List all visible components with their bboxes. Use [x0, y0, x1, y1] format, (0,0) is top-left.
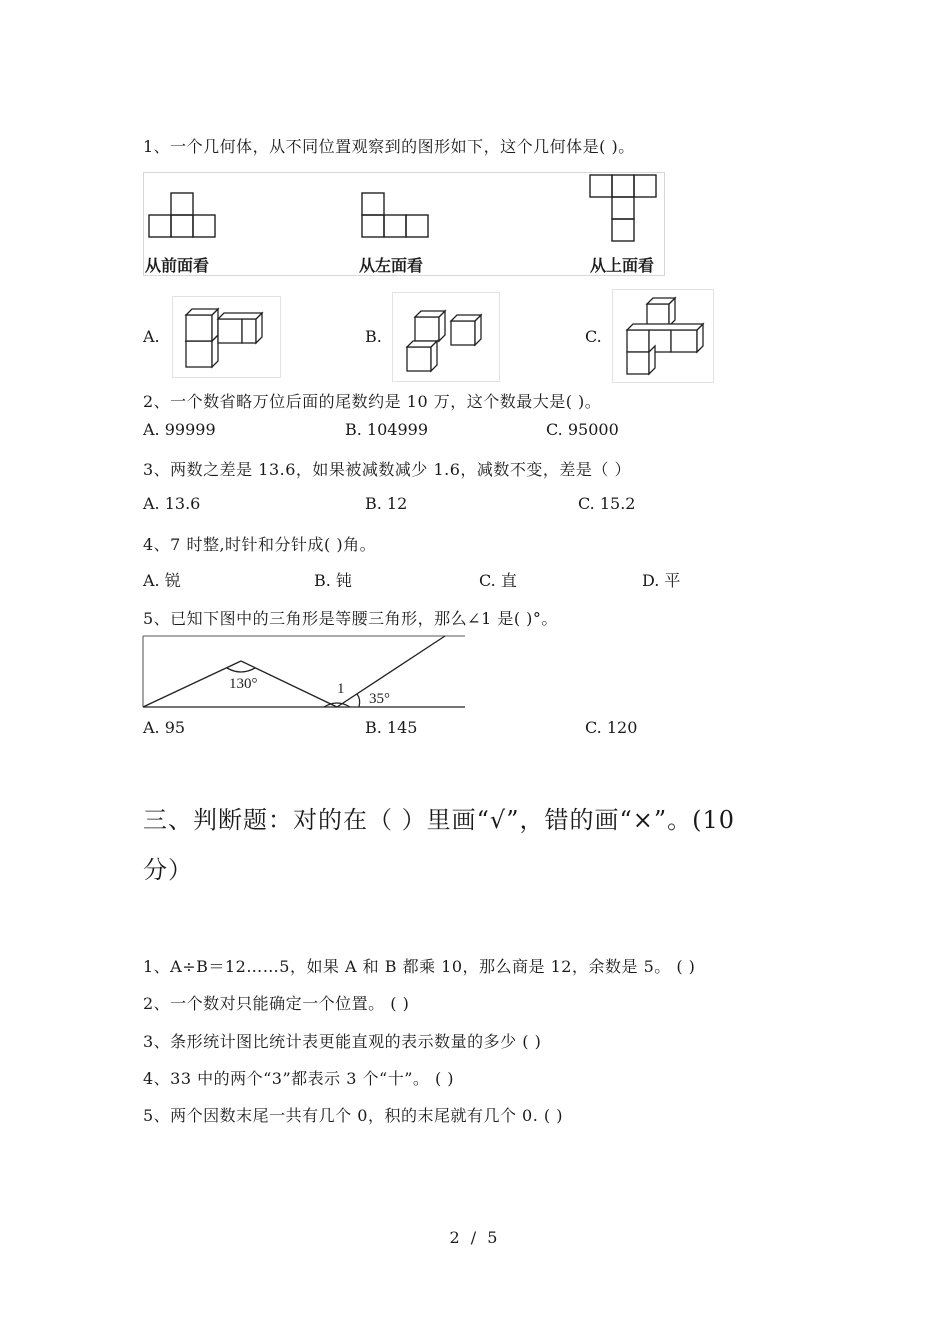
q1-option-b[interactable]: B. [365, 327, 382, 346]
q1-option-a-figure [172, 296, 281, 378]
view-label-front: 从前面看 [145, 256, 210, 275]
triangle-angle-drawing [143, 634, 467, 710]
section-3-heading-line-2: 分） [143, 856, 193, 884]
view-label-top: 从上面看 [590, 256, 655, 275]
view-label-left: 从左面看 [359, 256, 424, 275]
question-4-text: 4、7 时整,时针和分针成( )角。 [143, 535, 377, 554]
q4-option-c[interactable]: C. 直 [479, 571, 517, 590]
q1-option-a[interactable]: A. [143, 327, 160, 346]
q2-option-a[interactable]: A. 99999 [143, 420, 216, 439]
page-number: 2 / 5 [449, 1228, 501, 1247]
q3-option-a[interactable]: A. 13.6 [143, 494, 201, 513]
q4-option-b[interactable]: B. 钝 [314, 571, 352, 590]
angle-label-35: 35° [369, 691, 390, 707]
question-5-text: 5、已知下图中的三角形是等腰三角形，那么∠1 是( )°。 [143, 609, 558, 628]
q5-option-b[interactable]: B. 145 [365, 718, 418, 737]
q5-option-a[interactable]: A. 95 [143, 718, 186, 737]
q3-option-b[interactable]: B. 12 [365, 494, 408, 513]
q1-option-b-figure [392, 292, 500, 382]
q1-option-c-figure [612, 289, 714, 383]
q4-option-a[interactable]: A. 锐 [143, 571, 181, 590]
angle-label-130: 130° [229, 676, 258, 692]
cube-stack-b-drawing [393, 293, 499, 381]
cube-stack-a-drawing [173, 297, 280, 377]
angle-label-1: 1 [337, 681, 345, 697]
three-views-figure [143, 172, 665, 276]
question-3-text: 3、两数之差是 13.6，如果被减数减少 1.6，减数不变，差是（ ） [143, 460, 632, 479]
section-3-heading-line-1: 三、判断题：对的在（ ）里画“√”，错的画“×”。(10 [143, 806, 736, 834]
q4-option-d[interactable]: D. 平 [642, 571, 681, 590]
judge-item-1: 1、A÷B＝12……5，如果 A 和 B 都乘 10，那么商是 12，余数是 5。 ( ) [143, 957, 696, 976]
judge-item-4: 4、33 中的两个“3”都表示 3 个“十”。 ( ) [143, 1069, 455, 1088]
q2-option-c[interactable]: C. 95000 [546, 420, 619, 439]
isosceles-triangle-figure [143, 634, 467, 710]
question-1-text: 1、一个几何体，从不同位置观察到的图形如下，这个几何体是( )。 [143, 137, 635, 156]
judge-item-2: 2、一个数对只能确定一个位置。 ( ) [143, 994, 410, 1013]
cube-stack-c-drawing [613, 290, 713, 382]
q1-option-c[interactable]: C. [585, 327, 602, 346]
q3-option-c[interactable]: C. 15.2 [578, 494, 636, 513]
q5-option-c[interactable]: C. 120 [585, 718, 638, 737]
judge-item-3: 3、条形统计图比统计表更能直观的表示数量的多少 ( ) [143, 1032, 542, 1051]
judge-item-5: 5、两个因数末尾一共有几个 0，积的末尾就有几个 0. ( ) [143, 1106, 563, 1125]
q2-option-b[interactable]: B. 104999 [345, 420, 429, 439]
question-2-text: 2、一个数省略万位后面的尾数约是 10 万，这个数最大是( )。 [143, 392, 602, 411]
